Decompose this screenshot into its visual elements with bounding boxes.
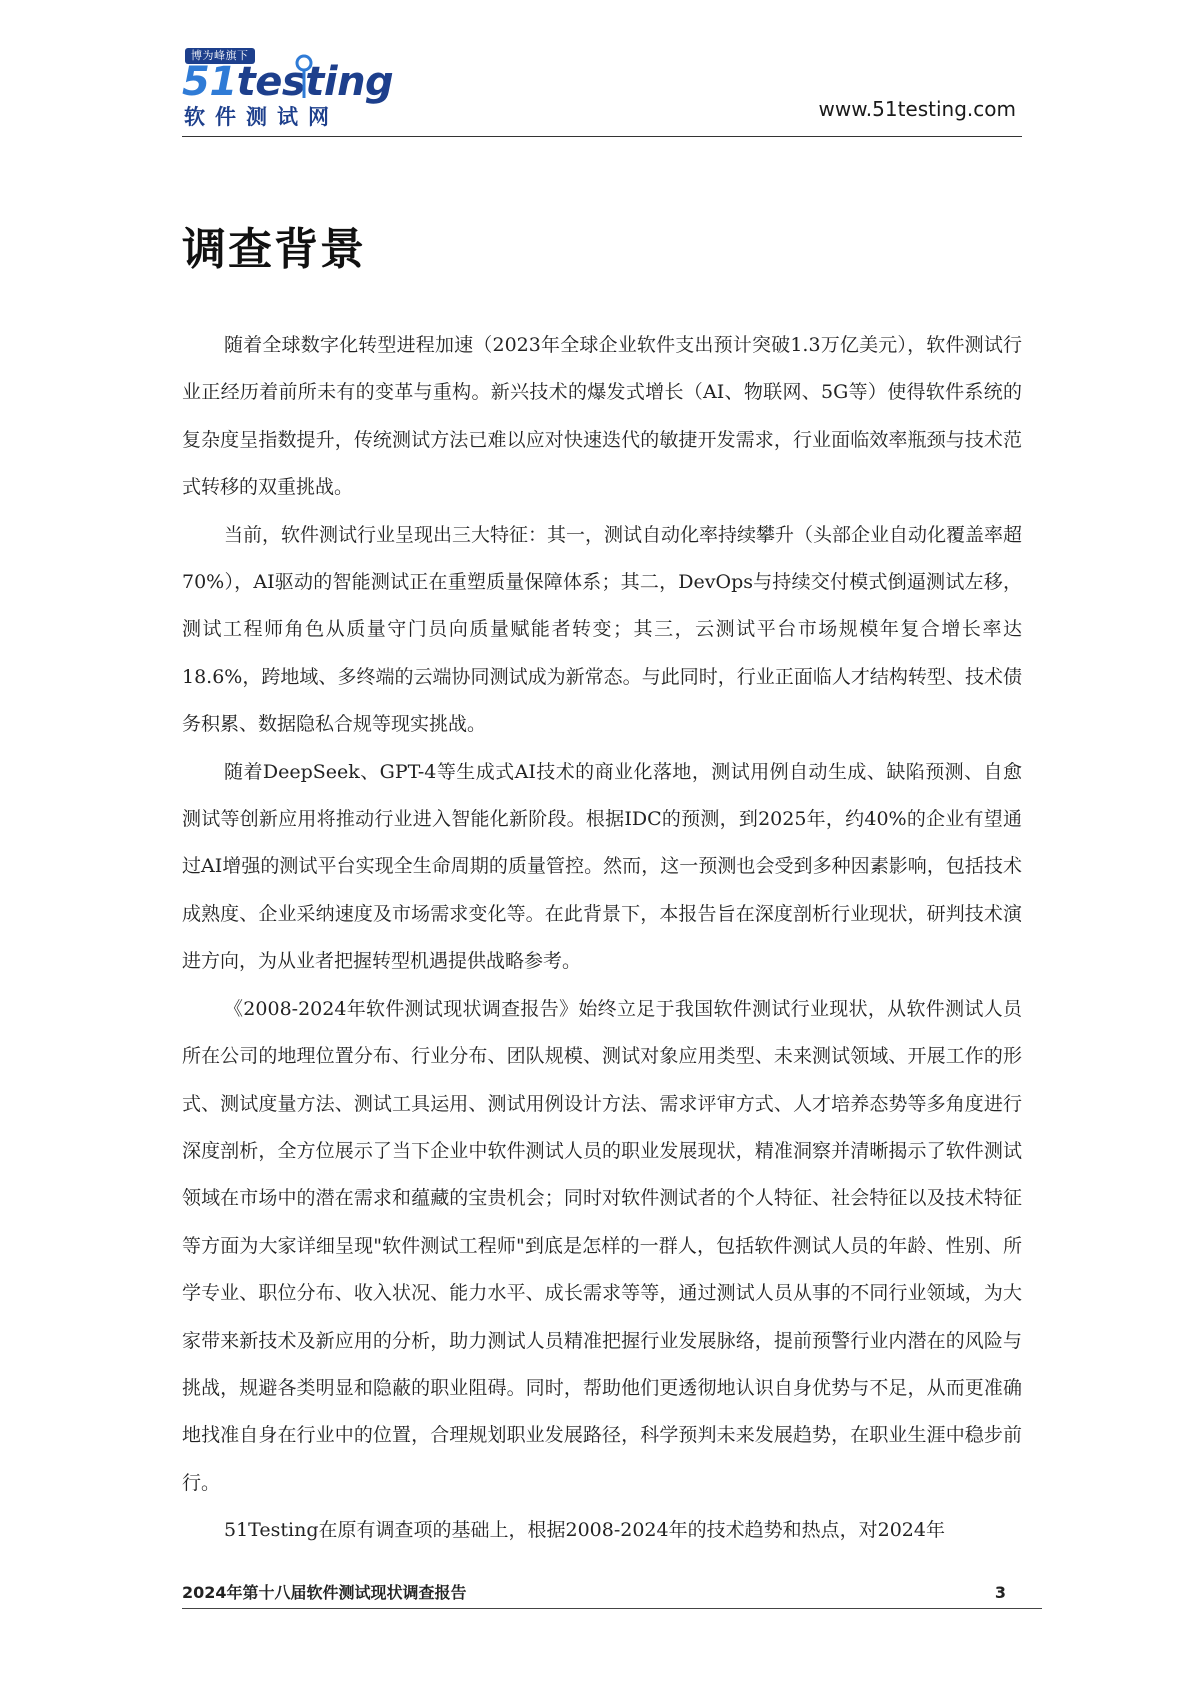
paragraph: 51Testing在原有调查项的基础上，根据2008-2024年的技术趋势和热点，对2024年: [224, 1519, 945, 1542]
logo-word: testing: [236, 59, 394, 105]
logo-subtitle: 软件测试网: [184, 105, 339, 129]
site-url-link[interactable]: www.51testing.com: [818, 97, 1016, 121]
location-pin-icon: [294, 54, 314, 102]
paragraph: 随着全球数字化转型进程加速（2023年全球企业软件支出预计突破1.3万亿美元），软件测试行业正经历着前所未有的变革与重构。新兴技术的爆发式增长（AI、物联网、5G等）使得软件系统的复杂度呈指数提升，传统测试方法已难以应对快速迭代的敏捷开发需求，行业面临效率瓶颈与技术范式转移的双重挑战。: [182, 334, 1022, 499]
51testing-logo[interactable]: [182, 44, 394, 132]
paragraph: 《2008-2024年软件测试现状调查报告》始终立足于我国软件测试行业现状，从软件测试人员所在公司的地理位置分布、行业分布、团队规模、测试对象应用类型、未来测试领域、开展工作的形式、测试度量方法、测试工具运用、测试用例设计方法、需求评审方式、人才培养态势等多角度进行深度剖析，全方位展示了当下企业中软件测试人员的职业发展现状，精准洞察并清晰揭示了软件测试领域在市场中的潜在需求和蕴藏的宝贵机会；同时对软件测试者的个人特征、社会特征以及技术特征等方面为大家详细呈现"软件测试工程师"到底是怎样的一群人，包括软件测试人员的年龄、性别、所学专业、职位分布、收入状况、能力水平、成长需求等等，通过测试人员从事的不同行业领域，为大家带来新技术及新应用的分析，助力测试人员精准把握行业发展脉络，提前预警行业内潜在的风险与挑战，规避各类明显和隐蔽的职业阻碍。同时，帮助他们更透彻地认识自身优势与不足，从而更准确地找准自身在行业中的位置，合理规划职业发展路径，科学预判未来发展趋势，在职业生涯中稳步前行。: [182, 997, 1022, 1494]
logo-number: 51: [182, 59, 237, 105]
logo-wordmark: [182, 60, 393, 104]
logo-badge: 博为峰旗下: [185, 48, 255, 64]
page-title: 调查背景: [182, 224, 366, 275]
page-footer: [182, 1578, 1042, 1609]
report-title: 2024年第十八届软件测试现状调查报告: [182, 1583, 467, 1602]
page-header: [182, 44, 1022, 137]
body-text: [182, 322, 1022, 1555]
paragraph: 随着DeepSeek、GPT-4等生成式AI技术的商业化落地，测试用例自动生成、缺陷预测、自愈测试等创新应用将推动行业进入智能化新阶段。根据IDC的预测，到2025年，约40%的企业有望通过AI增强的测试平台实现全生命周期的质量管控。然而，这一预测也会受到多种因素影响，包括技术成熟度、企业采纳速度及市场需求变化等。在此背景下，本报告旨在深度剖析行业现状，研判技术演进方向，为从业者把握转型机遇提供战略参考。: [182, 760, 1022, 973]
paragraph: 当前，软件测试行业呈现出三大特征：其一，测试自动化率持续攀升（头部企业自动化覆盖率超70%），AI驱动的智能测试正在重塑质量保障体系；其二，DevOps与持续交付模式倒逼测试左移，测试工程师角色从质量守门员向质量赋能者转变；其三，云测试平台市场规模年复合增长率达18.6%，跨地域、多终端的云端协同测试成为新常态。与此同时，行业正面临人才结构转型、技术债务积累、数据隐私合规等现实挑战。: [182, 523, 1023, 736]
page-number: 3: [994, 1583, 1006, 1602]
